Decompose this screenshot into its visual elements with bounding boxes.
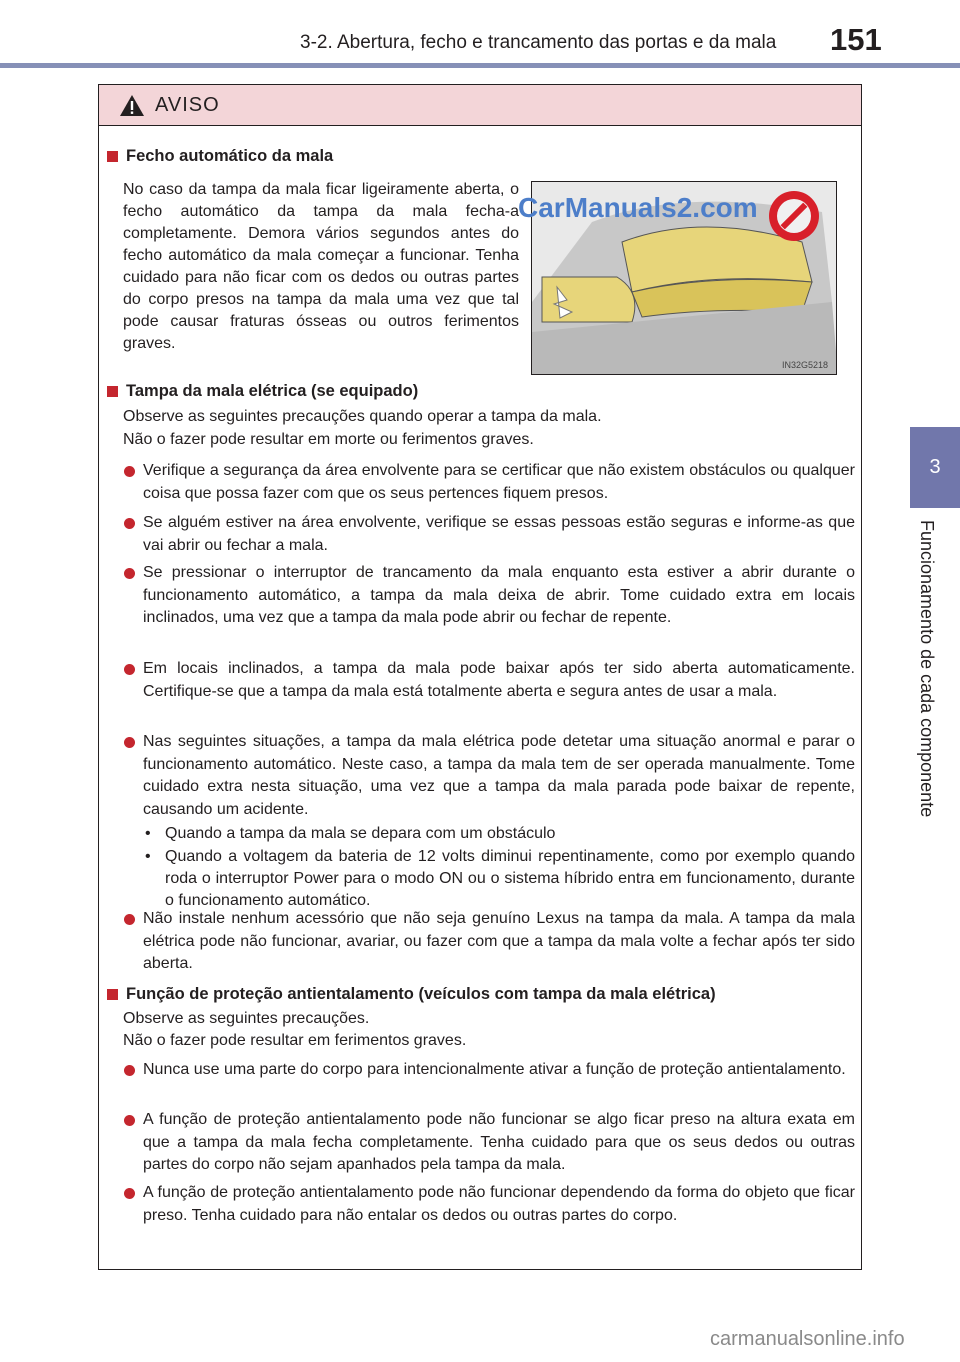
list-item — [119, 512, 855, 557]
bullet-text: Nas seguintes situações, a tampa da mala elétrica pode detetar uma situação anormal e parar o funcionamento automático. Neste caso, a tampa da mala tem de ser operada manualmente. Tome cuidado extra nesta situação, uma vez que a tampa da mala parada pode baixar de repente, causando um acidente. — [143, 733, 855, 818]
sub-bullet-text: Quando a tampa da mala se depara com um obstáculo — [165, 825, 556, 842]
sub-bullet-text: Quando a voltagem da bateria de 12 volts diminui repentinamente, como por exemplo quando roda o interruptor Power para o modo ON ou o sistema híbrido entra em funcionamento, durante o funcionamento automático. — [165, 848, 855, 909]
section-title-text: Função de proteção antientalamento (veículos com tampa da mala elétrica) — [126, 985, 716, 1003]
section-title — [107, 147, 333, 166]
section-line: Observe as seguintes precauções. — [123, 1010, 370, 1027]
bullet-dot-icon — [124, 914, 135, 925]
bullet-dot-icon — [124, 568, 135, 579]
list-item — [119, 908, 855, 976]
bullet-dot-icon — [124, 466, 135, 477]
bullet-text: A função de proteção antientalamento pode não funcionar se algo ficar preso na altura exata em que a tampa da mala fecha completamente. Tenha cuidado para que os seus dedos ou outras partes do corpo não sejam apanhados pela tampa da mala. — [143, 1111, 855, 1173]
chapter-number: 3 — [929, 456, 941, 478]
section-title-text: Tampa da mala elétrica (se equipado) — [126, 382, 419, 400]
bullet-text: Se pressionar o interruptor de trancamento da mala enquanto esta estiver a abrir durante o funcionamento automático, a tampa da mala deixa de abrir. Tome cuidado extra em locais inclinados, uma vez que a tampa da mala pode abrir ou fechar de repente. — [143, 564, 855, 626]
page-number: 151 — [830, 22, 882, 57]
sub-bullet-icon: • — [145, 825, 151, 842]
bullet-dot-icon — [124, 1065, 135, 1076]
list-item — [119, 1182, 855, 1227]
list-item — [119, 562, 855, 630]
header-rule — [0, 63, 960, 68]
section-marker-icon — [107, 386, 118, 397]
sub-list-item — [143, 823, 855, 845]
bullet-text: Em locais inclinados, a tampa da mala pode baixar após ter sido aberta automaticamente. Certifique-se que a tampa da mala está totalmente aberta e segura antes de usar a mala. — [143, 660, 855, 700]
sub-list-item — [143, 846, 855, 912]
bullet-dot-icon — [124, 737, 135, 748]
section-marker-icon — [107, 151, 118, 162]
list-item — [119, 731, 855, 821]
bullet-dot-icon — [124, 1188, 135, 1199]
watermark-top: CarManuals2.com — [518, 192, 758, 223]
section-marker-icon — [107, 989, 118, 1000]
figure-code: IN32G5218 — [781, 360, 828, 370]
warning-header — [99, 85, 861, 126]
section-line: Não o fazer pode resultar em morte ou ferimentos graves. — [123, 431, 534, 448]
section-line: Observe as seguintes precauções quando operar a tampa da mala. — [123, 408, 602, 425]
bullet-text: Não instale nenhum acessório que não seja genuíno Lexus na tampa da mala. A tampa da mala elétrica pode não funcionar, avariar, ou fazer com que a tampa da mala volte a fechar após ter sido aberta. — [143, 910, 855, 972]
bullet-text: Verifique a segurança da área envolvente para se certificar que não existem obstáculos ou qualquer coisa que possa fazer com que os seus pertences fiquem presos. — [143, 462, 855, 502]
chapter-label: Funcionamento de cada componente — [917, 520, 937, 818]
bullet-text: A função de proteção antientalamento pode não funcionar dependendo da forma do objeto que ficar preso. Tenha cuidado para não entalar os dedos ou outras partes do corpo. — [143, 1184, 855, 1224]
bullet-dot-icon — [124, 1115, 135, 1126]
list-item — [119, 1109, 855, 1177]
warning-triangle-icon — [119, 94, 145, 117]
chapter-tab — [910, 427, 960, 508]
section-title-text: Fecho automático da mala — [126, 147, 334, 165]
warning-label: AVISO — [155, 93, 220, 116]
list-item — [119, 658, 855, 703]
section-line: Não o fazer pode resultar em ferimentos graves. — [123, 1032, 467, 1049]
bullet-dot-icon — [124, 664, 135, 675]
section-intro: No caso da tampa da mala ficar ligeiramente aberta, o fecho automático da tampa da mala fecha-a completamente. Demora vários segundos antes do fecho automático da mala começar a funcionar. Tenha cuidado para não ficar com os dedos ou outras partes do corpo presos na tampa da mala uma vez que tal pode causar fraturas ósseas ou outros ferimentos graves. — [123, 181, 519, 352]
bullet-dot-icon — [124, 518, 135, 529]
list-item — [119, 1059, 855, 1082]
section-title — [107, 382, 418, 401]
list-item — [119, 460, 855, 505]
bullet-text: Se alguém estiver na área envolvente, verifique se essas pessoas estão seguras e informe-as que vai abrir ou fechar a mala. — [143, 514, 855, 554]
watermark-bottom: carmanualsonline.info — [710, 1328, 905, 1350]
section-title — [107, 985, 716, 1004]
sub-bullet-icon: • — [145, 848, 151, 865]
warning-box — [98, 84, 862, 1270]
page-header-title: 3-2. Abertura, fecho e trancamento das portas e da mala — [300, 32, 777, 53]
bullet-text: Nunca use uma parte do corpo para intencionalmente ativar a função de proteção antientalamento. — [143, 1061, 846, 1078]
